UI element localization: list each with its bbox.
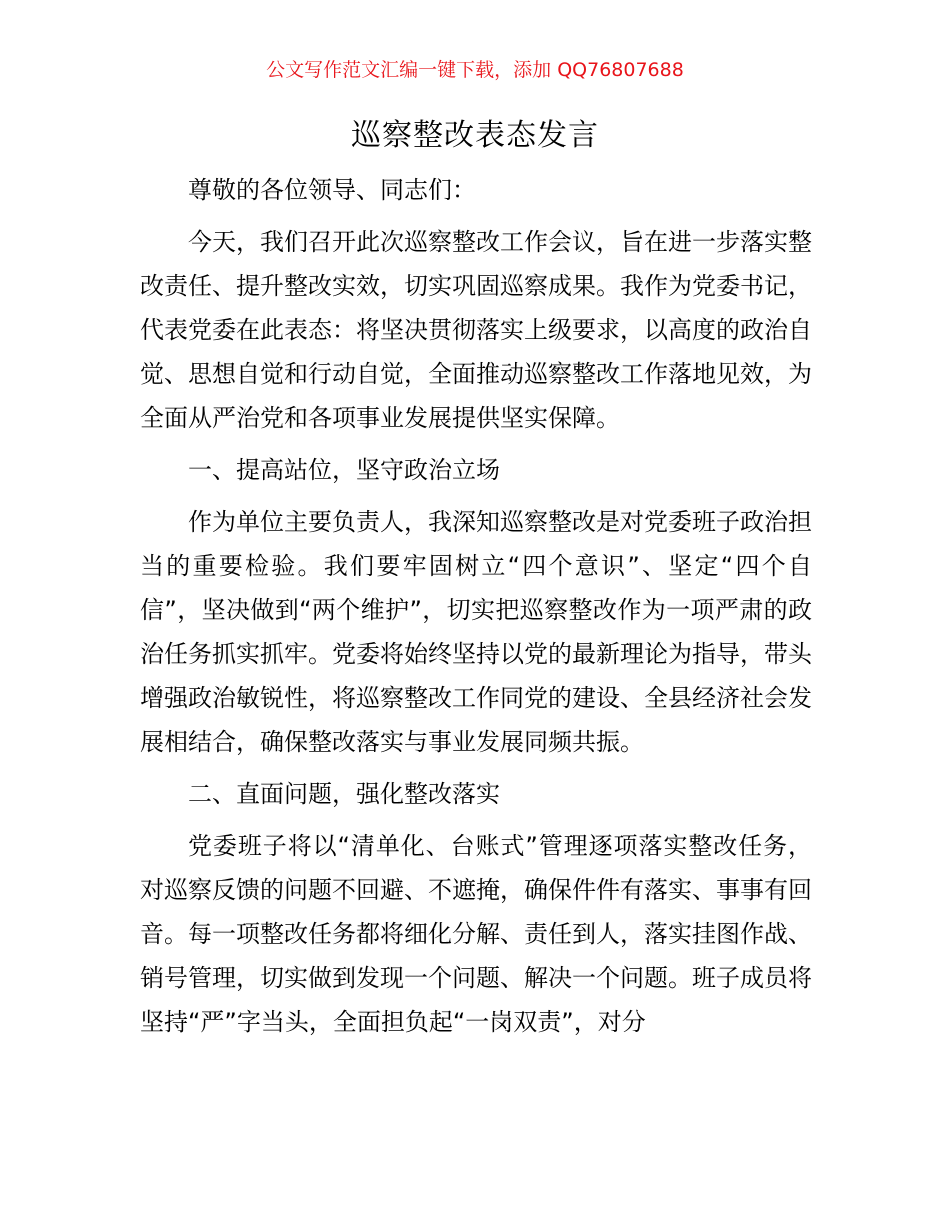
document-title: 巡察整改表态发言 (351, 118, 599, 153)
salutation: 尊敬的各位领导、同志们： (188, 176, 476, 204)
section-heading-1: 一、提高站位，坚守政治立场 (188, 456, 500, 484)
document-body (140, 168, 812, 1052)
paragraph-section-1: 作为单位主要负责人，我深知巡察整改是对党委班子政治担当的重要检验。我们要牢固树立“四个意识”、坚定“四个自信”，坚决做到“两个维护”，切实把巡察整改作为一项严肃的政治任务抓实抓牢。党委将始终坚持以党的最新理论为指导，带头增强政治敏锐性，将巡察整改工作同党的建设、全县经济社会发展相结合，确保整改落实与事业发展同频共振。 (140, 508, 812, 756)
paragraph-intro: 今天，我们召开此次巡察整改工作会议，旨在进一步落实整改责任、提升整改实效，切实巩固巡察成果。我作为党委书记，代表党委在此表态：将坚决贯彻落实上级要求，以高度的政治自觉、思想自觉和行动自觉，全面推动巡察整改工作落地见效，为全面从严治党和各项事业发展提供坚实保障。 (140, 228, 812, 432)
section-heading-2: 二、直面问题，强化整改落实 (188, 780, 500, 808)
download-notice: 公文写作范文汇编一键下载，添加 QQ76807688 (266, 59, 684, 81)
paragraph-section-2: 党委班子将以“清单化、台账式”管理逐项落实整改任务，对巡察反馈的问题不回避、不遮掩，确保件件有落实、事事有回音。每一项整改任务都将细化分解、责任到人，落实挂图作战、销号管理，切实做到发现一个问题、解决一个问题。班子成员将坚持“严”字当头，全面担负起“一岗双责”，对分 (140, 832, 812, 1036)
